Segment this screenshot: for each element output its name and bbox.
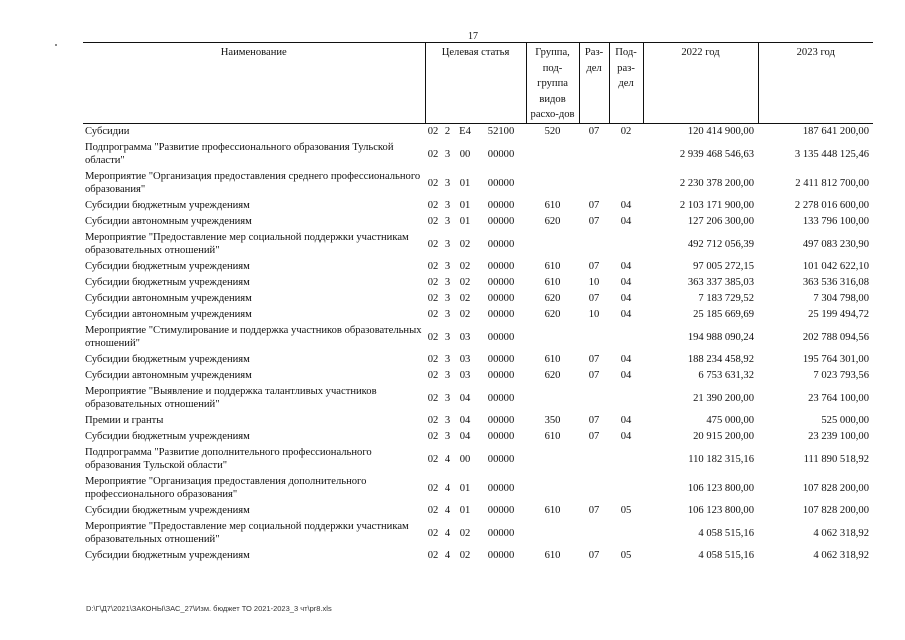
row-subsection xyxy=(609,169,643,198)
row-amount-2023: 497 083 230,90 xyxy=(802,238,870,250)
row-code-subprogram: 3 xyxy=(444,293,451,304)
row-code-direction: 00000 xyxy=(487,370,515,381)
row-subsection: 05 xyxy=(620,550,632,561)
row-amount-2022: 2 939 468 546,63 xyxy=(679,148,755,160)
row-code-subprogram: 3 xyxy=(444,177,451,189)
row-section xyxy=(579,474,609,503)
row-amount-2023: 2 278 016 600,00 xyxy=(794,200,870,211)
row-section: 07 xyxy=(588,370,600,381)
row-group xyxy=(526,230,579,259)
row-section: 10 xyxy=(588,277,600,288)
table-row xyxy=(83,548,873,564)
row-code-direction: 00000 xyxy=(487,415,515,426)
row-amount-2023: 107 828 200,00 xyxy=(802,482,870,494)
header-row xyxy=(83,43,873,124)
row-code-program: 02 xyxy=(427,261,439,272)
row-group: 620 xyxy=(544,293,561,304)
row-amount-2022: 25 185 669,69 xyxy=(693,309,755,320)
row-amount-2022: 110 182 315,16 xyxy=(688,453,755,465)
row-amount-2022: 4 058 515,16 xyxy=(698,550,755,561)
table-row xyxy=(83,275,873,291)
row-amount-2023: 133 796 100,00 xyxy=(802,216,870,227)
row-code-direction: 00000 xyxy=(487,331,515,343)
row-name: Субсидии бюджетным учреждениям xyxy=(85,354,250,365)
row-name: Мероприятие "Выявление и поддержка талантливых участников образовательных отношений" xyxy=(85,386,377,410)
row-code-event: 00 xyxy=(459,453,471,465)
row-name: Премии и гранты xyxy=(85,415,164,426)
row-subsection: 04 xyxy=(620,354,632,365)
row-name: Мероприятие "Предоставление мер социальной поддержки участникам образовательных отношений" xyxy=(85,521,409,545)
row-code-direction: 00000 xyxy=(487,550,515,561)
row-group: 620 xyxy=(544,216,561,227)
row-group: 610 xyxy=(544,200,561,211)
row-code-direction: 00000 xyxy=(487,431,515,442)
row-name: Субсидии автономным учреждениям xyxy=(85,216,252,227)
row-name: Подпрограмма "Развитие дополнительного профессионального образования Тульской области" xyxy=(85,447,372,471)
row-code-program: 02 xyxy=(427,200,439,211)
row-section: 07 xyxy=(588,415,600,426)
budget-table xyxy=(83,42,873,564)
row-code-program: 02 xyxy=(427,550,439,561)
row-section: 07 xyxy=(588,354,600,365)
row-group xyxy=(526,519,579,548)
row-subsection: 04 xyxy=(620,431,632,442)
row-code-direction: 00000 xyxy=(487,216,515,227)
row-amount-2023: 23 764 100,00 xyxy=(808,392,870,404)
row-name: Мероприятие "Организация предоставления дополнительного профессионального образования" xyxy=(85,476,367,500)
row-code-direction: 00000 xyxy=(487,309,515,320)
row-amount-2023: 101 042 622,10 xyxy=(802,261,870,272)
row-code-subprogram: 3 xyxy=(444,261,451,272)
row-subsection: 04 xyxy=(620,277,632,288)
row-amount-2023: 23 239 100,00 xyxy=(808,431,870,442)
table-row xyxy=(83,214,873,230)
row-subsection: 04 xyxy=(620,200,632,211)
row-section xyxy=(579,384,609,413)
row-amount-2022: 120 414 900,00 xyxy=(687,126,755,137)
row-group xyxy=(526,169,579,198)
row-code-direction: 00000 xyxy=(487,527,515,539)
row-amount-2023: 525 000,00 xyxy=(821,415,870,426)
row-section: 10 xyxy=(588,309,600,320)
row-section: 07 xyxy=(588,261,600,272)
file-path-footer: D:\Г\Д7\2021\ЗАКОНЫ\ЗАС_27\Изм. бюджет ТО 2021-2023_3 чт\pr8.xls xyxy=(86,604,332,613)
table-row xyxy=(83,503,873,519)
row-code-program: 02 xyxy=(427,527,439,539)
row-code-program: 02 xyxy=(427,126,439,137)
row-group xyxy=(526,323,579,352)
row-code-direction: 00000 xyxy=(487,277,515,288)
row-amount-2022: 363 337 385,03 xyxy=(687,277,755,288)
row-subsection xyxy=(609,140,643,169)
scan-speck xyxy=(55,44,57,46)
row-code-event: 01 xyxy=(459,177,471,189)
row-code-subprogram: 4 xyxy=(444,527,451,539)
row-code-program: 02 xyxy=(427,216,439,227)
table-row xyxy=(83,140,873,169)
row-code-event: 03 xyxy=(459,370,471,381)
row-code-subprogram: 3 xyxy=(444,148,451,160)
row-group xyxy=(526,474,579,503)
row-name: Подпрограмма "Развитие профессионального образования Тульской области" xyxy=(85,142,394,166)
row-amount-2023: 3 135 448 125,46 xyxy=(794,148,870,160)
row-code-subprogram: 3 xyxy=(444,238,451,250)
row-code-program: 02 xyxy=(427,177,439,189)
table-row xyxy=(83,352,873,368)
row-subsection xyxy=(609,519,643,548)
row-amount-2022: 492 712 056,39 xyxy=(687,238,755,250)
row-name: Субсидии автономным учреждениям xyxy=(85,370,252,381)
row-code-program: 02 xyxy=(427,482,439,494)
row-code-direction: 00000 xyxy=(487,293,515,304)
row-section: 07 xyxy=(588,505,600,516)
table-row xyxy=(83,259,873,275)
row-code-direction: 52100 xyxy=(487,126,515,137)
row-amount-2022: 7 183 729,52 xyxy=(698,293,755,304)
row-name: Субсидии бюджетным учреждениям xyxy=(85,505,250,516)
row-group: 620 xyxy=(544,309,561,320)
row-section xyxy=(579,169,609,198)
row-amount-2023: 4 062 318,92 xyxy=(813,550,870,561)
row-code-event: 02 xyxy=(459,527,471,539)
row-amount-2023: 4 062 318,92 xyxy=(813,527,870,539)
row-name: Субсидии бюджетным учреждениям xyxy=(85,200,250,211)
row-section: 07 xyxy=(588,200,600,211)
row-code-subprogram: 3 xyxy=(444,216,451,227)
row-code-program: 02 xyxy=(427,415,439,426)
row-code-direction: 00000 xyxy=(487,505,515,516)
row-name: Субсидии бюджетным учреждениям xyxy=(85,431,250,442)
row-code-program: 02 xyxy=(427,331,439,343)
header-target: Целевая статья xyxy=(425,43,526,124)
row-code-subprogram: 4 xyxy=(444,482,451,494)
row-code-event: 02 xyxy=(459,261,471,272)
row-code-program: 02 xyxy=(427,370,439,381)
row-name: Субсидии бюджетным учреждениям xyxy=(85,261,250,272)
row-group: 520 xyxy=(544,126,561,137)
row-code-subprogram: 3 xyxy=(444,354,451,365)
row-code-program: 02 xyxy=(427,453,439,465)
row-subsection: 02 xyxy=(620,126,632,137)
row-code-subprogram: 3 xyxy=(444,200,451,211)
row-code-subprogram: 3 xyxy=(444,277,451,288)
row-code-event: 04 xyxy=(459,392,471,404)
row-code-subprogram: 3 xyxy=(444,370,451,381)
row-code-program: 02 xyxy=(427,431,439,442)
row-code-program: 02 xyxy=(427,354,439,365)
row-code-subprogram: 4 xyxy=(444,550,451,561)
row-subsection: 04 xyxy=(620,216,632,227)
table-row xyxy=(83,384,873,413)
row-amount-2023: 7 304 798,00 xyxy=(813,293,870,304)
row-amount-2022: 127 206 300,00 xyxy=(687,216,755,227)
row-amount-2023: 25 199 494,72 xyxy=(808,309,870,320)
row-code-direction: 00000 xyxy=(487,148,515,160)
row-code-event: 00 xyxy=(459,148,471,160)
row-amount-2022: 2 103 171 900,00 xyxy=(679,200,755,211)
row-subsection xyxy=(609,384,643,413)
row-code-program: 02 xyxy=(427,309,439,320)
row-section xyxy=(579,323,609,352)
table-body xyxy=(83,123,873,564)
row-amount-2023: 187 641 200,00 xyxy=(802,126,870,137)
row-code-event: 04 xyxy=(459,431,471,442)
row-group: 610 xyxy=(544,505,561,516)
row-group xyxy=(526,384,579,413)
row-amount-2023: 363 536 316,08 xyxy=(802,277,870,288)
row-subsection: 04 xyxy=(620,370,632,381)
row-name: Субсидии автономным учреждениям xyxy=(85,293,252,304)
row-group: 620 xyxy=(544,370,561,381)
row-code-event: 02 xyxy=(459,550,471,561)
row-amount-2022: 97 005 272,15 xyxy=(693,261,755,272)
table-row xyxy=(83,413,873,429)
table-row xyxy=(83,323,873,352)
table-row xyxy=(83,519,873,548)
row-code-event: 03 xyxy=(459,331,471,343)
row-name: Мероприятие "Стимулирование и поддержка участников образовательных отношений" xyxy=(85,325,422,349)
header-section: Раз-дел xyxy=(579,43,609,124)
table-row xyxy=(83,230,873,259)
row-group: 610 xyxy=(544,261,561,272)
table-row xyxy=(83,169,873,198)
row-section: 07 xyxy=(588,293,600,304)
row-name: Мероприятие "Предоставление мер социальной поддержки участникам образовательных отношений" xyxy=(85,232,409,256)
row-amount-2023: 195 764 301,00 xyxy=(802,354,870,365)
row-code-direction: 00000 xyxy=(487,177,515,189)
row-group: 610 xyxy=(544,431,561,442)
row-code-direction: 00000 xyxy=(487,453,515,465)
table-row xyxy=(83,368,873,384)
table-row xyxy=(83,198,873,214)
row-amount-2022: 475 000,00 xyxy=(706,415,755,426)
row-subsection: 04 xyxy=(620,415,632,426)
row-code-direction: 00000 xyxy=(487,200,515,211)
row-code-event: 04 xyxy=(459,415,471,426)
row-group xyxy=(526,140,579,169)
row-subsection: 04 xyxy=(620,261,632,272)
row-code-event: 02 xyxy=(459,277,471,288)
row-section: 07 xyxy=(588,431,600,442)
row-section: 07 xyxy=(588,550,600,561)
row-section: 07 xyxy=(588,126,600,137)
row-amount-2022: 2 230 378 200,00 xyxy=(679,177,755,189)
page-number: 17 xyxy=(468,31,478,42)
row-code-direction: 00000 xyxy=(487,392,515,404)
row-section xyxy=(579,445,609,474)
table-row xyxy=(83,123,873,140)
row-code-program: 02 xyxy=(427,392,439,404)
row-code-event: E4 xyxy=(459,126,471,137)
row-subsection xyxy=(609,474,643,503)
row-code-subprogram: 2 xyxy=(444,126,451,137)
row-group: 350 xyxy=(544,415,561,426)
row-amount-2023: 2 411 812 700,00 xyxy=(795,177,870,189)
row-code-subprogram: 4 xyxy=(444,453,451,465)
header-group: Группа, под-группа видов расхо-дов xyxy=(526,43,579,124)
table-row xyxy=(83,307,873,323)
row-amount-2022: 6 753 631,32 xyxy=(698,370,755,381)
row-subsection: 05 xyxy=(620,505,632,516)
row-code-direction: 00000 xyxy=(487,261,515,272)
header-subsection: Под-раз-дел xyxy=(609,43,643,124)
row-code-subprogram: 3 xyxy=(444,331,451,343)
header-year-2022: 2022 год xyxy=(643,43,758,124)
row-code-subprogram: 3 xyxy=(444,431,451,442)
row-code-event: 01 xyxy=(459,200,471,211)
row-code-direction: 00000 xyxy=(487,482,515,494)
row-code-event: 01 xyxy=(459,505,471,516)
row-name: Субсидии xyxy=(85,126,130,137)
row-subsection xyxy=(609,445,643,474)
row-group xyxy=(526,445,579,474)
row-name: Субсидии бюджетным учреждениям xyxy=(85,277,250,288)
header-year-2023: 2023 год xyxy=(758,43,873,124)
row-subsection: 04 xyxy=(620,293,632,304)
row-section xyxy=(579,230,609,259)
row-amount-2023: 202 788 094,56 xyxy=(802,331,870,343)
row-amount-2022: 4 058 515,16 xyxy=(698,527,755,539)
row-section: 07 xyxy=(588,216,600,227)
row-amount-2022: 188 234 458,92 xyxy=(687,354,755,365)
row-group: 610 xyxy=(544,354,561,365)
row-amount-2023: 7 023 793,56 xyxy=(813,370,870,381)
row-subsection xyxy=(609,230,643,259)
row-code-event: 01 xyxy=(459,216,471,227)
row-amount-2022: 21 390 200,00 xyxy=(693,392,755,404)
row-code-event: 02 xyxy=(459,309,471,320)
header-name: Наименование xyxy=(83,43,425,124)
row-subsection: 04 xyxy=(620,309,632,320)
row-group: 610 xyxy=(544,550,561,561)
row-code-program: 02 xyxy=(427,238,439,250)
row-code-direction: 00000 xyxy=(487,238,515,250)
row-amount-2022: 106 123 800,00 xyxy=(687,482,755,494)
row-code-subprogram: 3 xyxy=(444,392,451,404)
row-code-subprogram: 3 xyxy=(444,309,451,320)
row-name: Субсидии бюджетным учреждениям xyxy=(85,550,250,561)
table-row xyxy=(83,291,873,307)
row-amount-2023: 107 828 200,00 xyxy=(802,505,870,516)
row-name: Мероприятие "Организация предоставления среднего профессионального образования" xyxy=(85,171,421,195)
row-code-direction: 00000 xyxy=(487,354,515,365)
row-name: Субсидии автономным учреждениям xyxy=(85,309,252,320)
row-code-event: 02 xyxy=(459,293,471,304)
row-code-event: 02 xyxy=(459,238,471,250)
row-code-program: 02 xyxy=(427,293,439,304)
row-code-event: 01 xyxy=(459,482,471,494)
row-section xyxy=(579,519,609,548)
row-code-program: 02 xyxy=(427,277,439,288)
row-code-event: 03 xyxy=(459,354,471,365)
row-amount-2022: 20 915 200,00 xyxy=(693,431,755,442)
row-amount-2022: 106 123 800,00 xyxy=(687,505,755,516)
row-code-subprogram: 3 xyxy=(444,415,451,426)
row-code-subprogram: 4 xyxy=(444,505,451,516)
row-amount-2022: 194 988 090,24 xyxy=(687,331,755,343)
row-amount-2023: 111 890 518,92 xyxy=(803,453,870,465)
row-subsection xyxy=(609,323,643,352)
table-row xyxy=(83,445,873,474)
row-code-program: 02 xyxy=(427,505,439,516)
row-group: 610 xyxy=(544,277,561,288)
row-code-program: 02 xyxy=(427,148,439,160)
table-row xyxy=(83,429,873,445)
table-row xyxy=(83,474,873,503)
row-section xyxy=(579,140,609,169)
